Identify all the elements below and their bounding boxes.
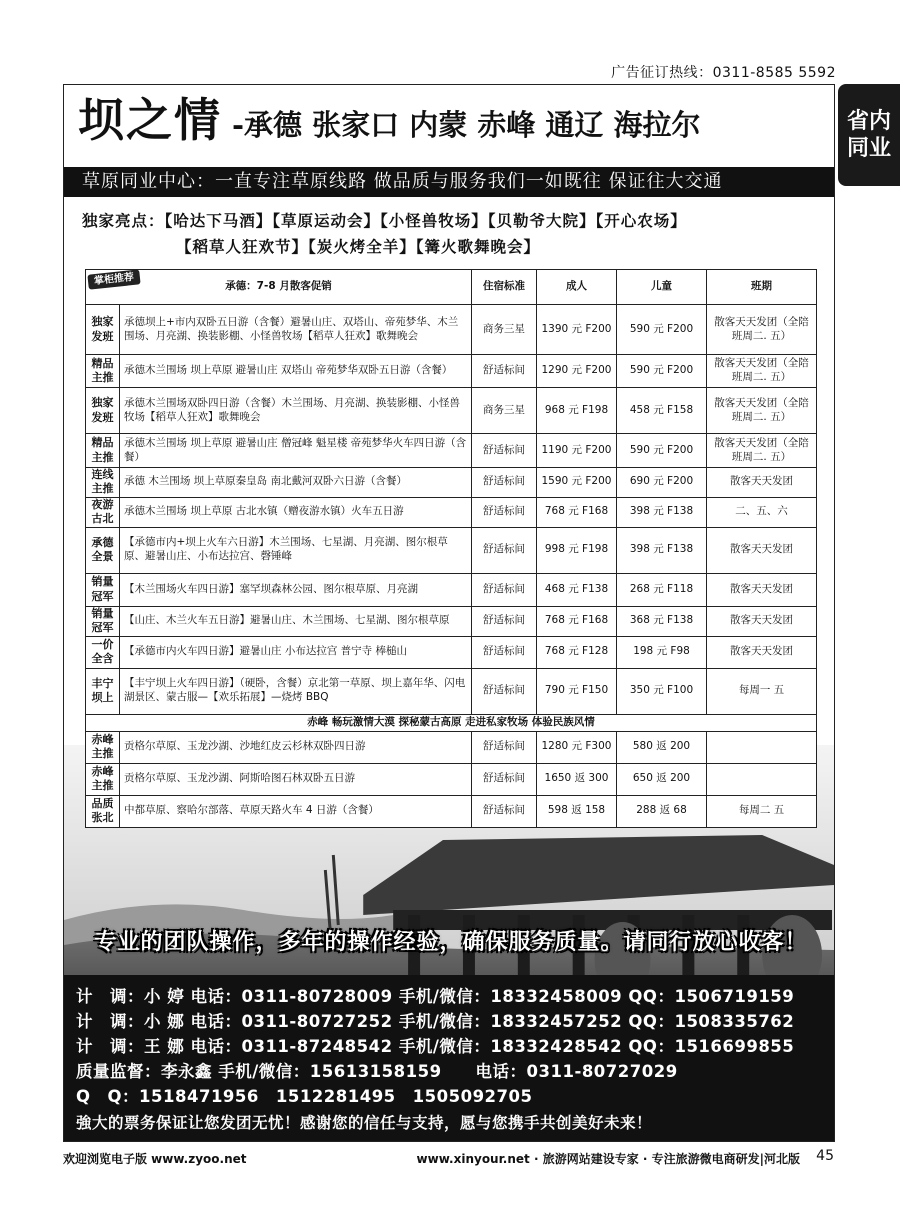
row-adult-price: 768 元 F128: [537, 636, 617, 668]
row-schedule: 散客天天发团（全陪班周二. 五）: [707, 434, 817, 468]
row-adult-price: 598 返 158: [537, 795, 617, 827]
row-schedule: [707, 763, 817, 795]
highlights-line2: 【稻草人狂欢节】【炭火烤全羊】【篝火歌舞晚会】: [176, 238, 541, 256]
row-tag: 赤峰主推: [86, 763, 120, 795]
highlights-line1: 独家亮点：【哈达下马酒】【草原运动会】【小怪兽牧场】【贝勒爷大院】【开心农场】: [82, 212, 687, 230]
row-adult-price: 1290 元 F200: [537, 355, 617, 388]
row-route: 中都草原、察哈尔部落、草原天路火车 4 日游（含餐）: [120, 795, 472, 827]
row-tag: 独家发班: [86, 388, 120, 434]
row-hotel: 舒适标间: [472, 795, 537, 827]
row-child-price: 398 元 F138: [617, 527, 707, 573]
row-adult-price: 1590 元 F200: [537, 468, 617, 498]
row-adult-price: 468 元 F138: [537, 573, 617, 606]
row-adult-price: 1280 元 F300: [537, 731, 617, 763]
row-child-price: 458 元 F158: [617, 388, 707, 434]
row-child-price: 650 返 200: [617, 763, 707, 795]
table-row: [86, 468, 817, 498]
footer-left: 欢迎浏览电子版 www.zyoo.net: [63, 1152, 247, 1166]
table-row: [86, 636, 817, 668]
row-hotel: 舒适标间: [472, 606, 537, 636]
row-adult-price: 1390 元 F200: [537, 305, 617, 355]
row-hotel: 舒适标间: [472, 527, 537, 573]
row-tag: 一价全含: [86, 636, 120, 668]
table-header-row: [86, 270, 817, 305]
row-adult-price: 1650 返 300: [537, 763, 617, 795]
row-schedule: 二、五、六: [707, 497, 817, 527]
row-schedule: 散客天天发团: [707, 573, 817, 606]
row-hotel: 商务三星: [472, 305, 537, 355]
row-child-price: 580 返 200: [617, 731, 707, 763]
row-adult-price: 768 元 F168: [537, 497, 617, 527]
row-route: 承德木兰围场 坝上草原 避暑山庄 僧冠峰 魁星楼 帝苑梦华火车四日游（含餐）: [120, 434, 472, 468]
row-route: 承德木兰围场双卧四日游（含餐）木兰围场、月亮湖、换装影棚、小怪兽牧场【稻草人狂欢】歌舞晚会: [120, 388, 472, 434]
row-route: 【山庄、木兰火车五日游】避暑山庄、木兰围场、七星湖、图尔根草原: [120, 606, 472, 636]
page-number: 45: [816, 1148, 834, 1164]
row-tag: 独家发班: [86, 305, 120, 355]
row-tag: 品质张北: [86, 795, 120, 827]
row-route: 【木兰围场火车四日游】塞罕坝森林公园、图尔根草原、月亮湖: [120, 573, 472, 606]
row-route: 承德木兰围场 坝上草原 避暑山庄 双塔山 帝苑梦华双卧五日游（含餐）: [120, 355, 472, 388]
table-row: [86, 763, 817, 795]
row-hotel: 商务三星: [472, 388, 537, 434]
row-tag: 精品主推: [86, 434, 120, 468]
header-child: 儿童: [617, 270, 707, 305]
row-child-price: 350 元 F100: [617, 668, 707, 714]
row-child-price: 368 元 F138: [617, 606, 707, 636]
row-child-price: 288 返 68: [617, 795, 707, 827]
row-hotel: 舒适标间: [472, 434, 537, 468]
table-row: [86, 573, 817, 606]
section-tab-line2: 同业: [846, 136, 891, 161]
title-row: [78, 93, 701, 147]
row-route: 承德 木兰围场 坝上草原秦皇岛 南北戴河双卧六日游（含餐）: [120, 468, 472, 498]
ad-hotline: 广告征订热线：0311-8585 5592: [611, 65, 836, 81]
row-child-price: 398 元 F138: [617, 497, 707, 527]
table-row: [86, 355, 817, 388]
row-route: 【丰宁坝上火车四日游】（硬卧，含餐）京北第一草原、坝上嘉年华、闪电湖景区、蒙古服—【欢乐拓展】—烧烤 BBQ: [120, 668, 472, 714]
row-child-price: 590 元 F200: [617, 434, 707, 468]
row-route: 【承德市内火车四日游】避暑山庄 小布达拉宫 普宁寺 棒槌山: [120, 636, 472, 668]
contact-line-1: 计 调：小 婷 电话：0311-80728009 手机/微信：18332458009 QQ：1506719159: [76, 987, 795, 1006]
row-child-price: 690 元 F200: [617, 468, 707, 498]
row-child-price: 590 元 F200: [617, 305, 707, 355]
row-child-price: 590 元 F200: [617, 355, 707, 388]
row-tag: 连线主推: [86, 468, 120, 498]
section-tab-line1: 省内: [846, 108, 891, 134]
header-adult: 成人: [537, 270, 617, 305]
table-row: [86, 606, 817, 636]
footer-right: www.xinyour.net · 旅游网站建设专家 · 专注旅游微电商研发|河北版: [416, 1152, 800, 1166]
closing-slogan: 強大的票务保证让您发团无忧！感谢您的信任与支持，愿与您携手共创美好未来！: [76, 1114, 653, 1132]
row-schedule: 散客天天发团: [707, 468, 817, 498]
slogan-bar: 草原同业中心：一直专注草原线路 做品质与服务我们一如既往 保证往大交通: [64, 167, 834, 197]
table-row: [86, 795, 817, 827]
destination-list: -承德 张家口 内蒙 赤峰 通辽 海拉尔: [232, 108, 701, 142]
service-banner: 专业的团队操作，多年的操作经验，确保服务质量。请同行放心收客！: [94, 930, 808, 955]
row-schedule: 每周一 五: [707, 668, 817, 714]
table-row: [86, 497, 817, 527]
row-route: 贡格尔草原、玉龙沙湖、阿斯哈图石林双卧五日游: [120, 763, 472, 795]
row-tag: 销量冠军: [86, 573, 120, 606]
row-route: 【承德市内+坝上火车六日游】木兰围场、七星湖、月亮湖、图尔根草原、避暑山庄、小布达拉宫、磬锤峰: [120, 527, 472, 573]
row-tag: 赤峰主推: [86, 731, 120, 763]
row-tag: 销量冠军: [86, 606, 120, 636]
table-row: [86, 388, 817, 434]
ad-frame: [63, 84, 835, 1142]
row-adult-price: 1190 元 F200: [537, 434, 617, 468]
row-hotel: 舒适标间: [472, 497, 537, 527]
row-hotel: 舒适标间: [472, 636, 537, 668]
qq-line: Q Q：1518471956 1512281495 1505092705: [76, 1087, 533, 1106]
quality-supervisor-line: 质量监督：李永鑫 手机/微信：15613158159 电话：0311-80727029: [76, 1062, 678, 1081]
contact-line-3: 计 调：王 娜 电话：0311-87248542 手机/微信：18332428542 QQ：1516699855: [76, 1037, 795, 1056]
row-hotel: 舒适标间: [472, 668, 537, 714]
header-route: 掌柜推荐 承德：7-8 月散客促销: [86, 270, 472, 305]
table-row: [86, 305, 817, 355]
row-schedule: 散客天天发团（全陪班周二. 五）: [707, 388, 817, 434]
row-schedule: 散客天天发团: [707, 636, 817, 668]
row-tag: 夜游古北: [86, 497, 120, 527]
row-schedule: [707, 731, 817, 763]
row-schedule: 散客天天发团（全陪班周二. 五）: [707, 305, 817, 355]
chifeng-section-title: 赤峰 畅玩激情大漠 探秘蒙古高原 走进私家牧场 体验民族风情: [86, 714, 817, 731]
row-tag: 精品主推: [86, 355, 120, 388]
recommend-badge: 掌柜推荐: [87, 269, 140, 289]
table-row: [86, 434, 817, 468]
row-hotel: 舒适标间: [472, 763, 537, 795]
row-hotel: 舒适标间: [472, 573, 537, 606]
row-schedule: 散客天天发团: [707, 606, 817, 636]
row-adult-price: 968 元 F198: [537, 388, 617, 434]
row-hotel: 舒适标间: [472, 731, 537, 763]
row-route: 贡格尔草原、玉龙沙湖、沙地红皮云杉林双卧四日游: [120, 731, 472, 763]
row-adult-price: 790 元 F150: [537, 668, 617, 714]
row-tag: 承德全景: [86, 527, 120, 573]
tour-price-table: [85, 269, 817, 828]
row-adult-price: 998 元 F198: [537, 527, 617, 573]
row-hotel: 舒适标间: [472, 468, 537, 498]
row-route: 承德坝上+市内双卧五日游（含餐）避暑山庄、双塔山、帝苑梦华、木兰围场、月亮湖、换装影棚、小怪兽牧场【稻草人狂欢】歌舞晚会: [120, 305, 472, 355]
row-adult-price: 768 元 F168: [537, 606, 617, 636]
brand-title: 坝之情: [78, 93, 222, 147]
contact-panel: [64, 975, 834, 1142]
row-hotel: 舒适标间: [472, 355, 537, 388]
row-route: 承德木兰围场 坝上草原 古北水镇（赠夜游水镇）火车五日游: [120, 497, 472, 527]
contact-line-2: 计 调：小 娜 电话：0311-80727252 手机/微信：18332457252 QQ：1508335762: [76, 1012, 795, 1031]
row-child-price: 198 元 F98: [617, 636, 707, 668]
row-schedule: 散客天天发团（全陪班周二. 五）: [707, 355, 817, 388]
row-child-price: 268 元 F118: [617, 573, 707, 606]
header-schedule: 班期: [707, 270, 817, 305]
row-schedule: 散客天天发团: [707, 527, 817, 573]
table-row: [86, 668, 817, 714]
table-separator-row: [86, 714, 817, 731]
row-schedule: 每周二 五: [707, 795, 817, 827]
row-tag: 丰宁坝上: [86, 668, 120, 714]
section-tab: [838, 84, 900, 186]
table-row: [86, 527, 817, 573]
header-hotel: 住宿标准: [472, 270, 537, 305]
table-row: [86, 731, 817, 763]
